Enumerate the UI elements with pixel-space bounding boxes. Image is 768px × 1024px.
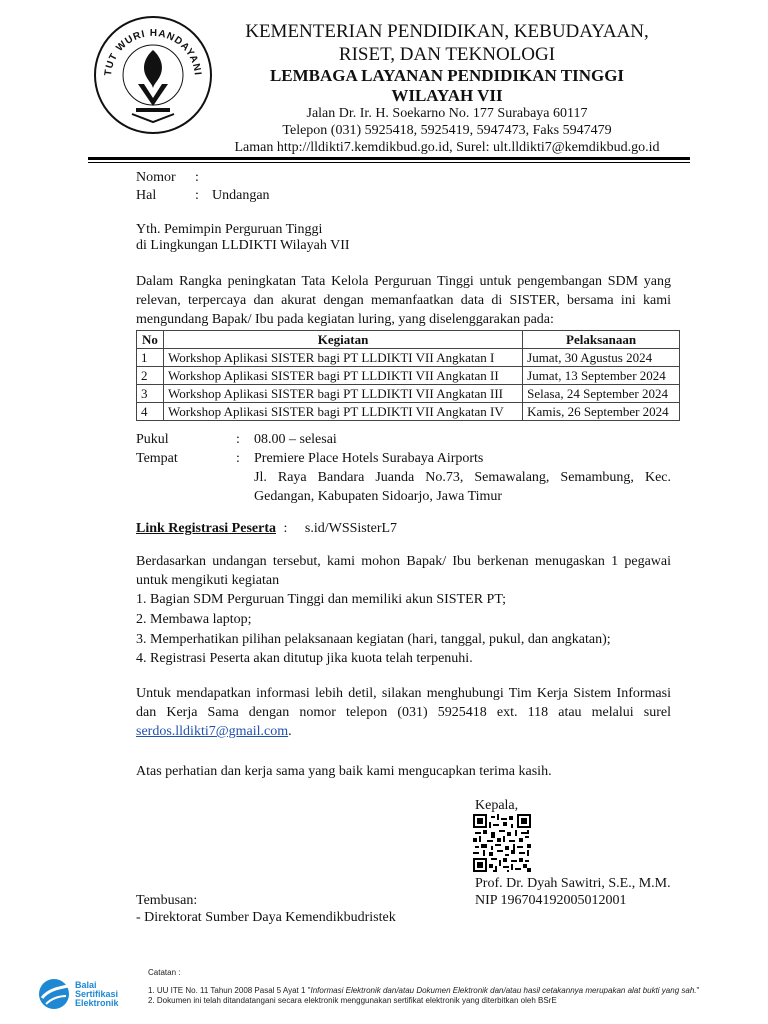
nomor-label: Nomor: [136, 170, 176, 185]
letterhead-divider-thick: [88, 157, 690, 160]
bsre-line1: Balai: [75, 979, 97, 990]
letterhead-divider-thin: [88, 162, 690, 163]
institution-name-line2: WILAYAH VII: [391, 86, 503, 105]
qr-code-signature: [473, 814, 531, 872]
contact-text: Untuk mendapatkan informasi lebih detil, silakan menghubungi Tim Kerja Sistem Informasi dan Kerja Sama dengan nomor telepon (031) 5925418 ext. 118 atau melalui surel: [136, 686, 671, 720]
hal-separator: :: [195, 188, 199, 203]
bsre-line3: Elektronik: [75, 997, 119, 1008]
table-row: [137, 367, 680, 385]
row-kegiatan: Workshop Aplikasi SISTER bagi PT LLDIKTI VII Angkatan I: [164, 349, 523, 367]
request-paragraph: Berdasarkan undangan tersebut, kami mohon Bapak/ Ibu berkenan menugaskan 1 pegawai untuk mengikuti kegiatan: [136, 554, 671, 588]
institution-phone: Telepon (031) 5925418, 5925419, 5947473, Faks 5947479: [282, 123, 612, 138]
row-no: 4: [137, 403, 164, 421]
ministry-name-line1: KEMENTERIAN PENDIDIKAN, KEBUDAYAAN,: [245, 21, 649, 42]
request-item-3: 3. Memperhatikan pilihan pelaksanaan kegiatan (hari, tanggal, pukul, dan angkatan);: [136, 632, 611, 647]
request-item-1: 1. Bagian SDM Perguruan Tinggi dan memiliki akun SISTER PT;: [136, 592, 506, 607]
request-item-2: 2. Membawa laptop;: [136, 612, 252, 627]
intro-paragraph: Dalam Rangka peningkatan Tata Kelola Perguruan Tinggi untuk pengembangan SDM yang relevan, terpercaya dan akurat dengan memanfaatkan data di SISTER, bersama ini kami mengundang Bapak/ Ibu pada kegiatan luring, yang diselenggarakan pada:: [136, 274, 671, 327]
table-row: [137, 403, 680, 421]
note1-italic: Informasi Elektronik dan/atau Dokumen Elektronik dan/atau hasil cetakannya merupakan alat bukti yang sah.: [310, 986, 697, 995]
table-header-row: [137, 331, 680, 349]
catatan-label: Catatan :: [148, 968, 181, 977]
footer-note-2: 2. Dokumen ini telah ditandatangani secara elektronik menggunakan sertifikat elektronik yang diterbitkan oleh BSrE: [148, 996, 557, 1005]
signatory-nip: NIP 196704192005012001: [475, 893, 627, 908]
pukul-separator: :: [236, 432, 240, 447]
registration-separator: :: [283, 521, 288, 536]
institution-address: Jalan Dr. Ir. H. Soekarno No. 177 Surabaya 60117: [306, 106, 588, 121]
bsre-emblem-icon: [36, 976, 72, 1012]
recipient-line2: di Lingkungan LLDIKTI Wilayah VII: [136, 238, 350, 253]
header-kegiatan: Kegiatan: [164, 331, 523, 349]
row-pelaksanaan: Kamis, 26 September 2024: [523, 403, 680, 421]
row-pelaksanaan: Selasa, 24 September 2024: [523, 385, 680, 403]
ministry-name-line2: RISET, DAN TEKNOLOGI: [338, 44, 556, 65]
tembusan-label: Tembusan:: [136, 893, 198, 908]
row-no: 2: [137, 367, 164, 385]
row-no: 3: [137, 385, 164, 403]
note1-prefix: 1. UU ITE No. 11 Tahun 2008 Pasal 5 Ayat 1 ": [148, 986, 311, 995]
tempat-value: Premiere Place Hotels Surabaya Airports: [254, 451, 484, 466]
nomor-separator: :: [195, 170, 199, 185]
registration-row: [136, 519, 397, 538]
note1-suffix: ": [696, 986, 700, 995]
tempat-label: Tempat: [136, 451, 178, 466]
hal-value: Undangan: [212, 188, 270, 203]
header-pelaksanaan: Pelaksanaan: [523, 331, 680, 349]
tempat-separator: :: [236, 451, 240, 466]
request-item-4: 4. Registrasi Peserta akan ditutup jika kuota telah terpenuhi.: [136, 651, 473, 666]
row-pelaksanaan: Jumat, 13 September 2024: [523, 367, 680, 385]
tempat-address-line1: Jl. Raya Bandara Juanda No.73, Semawalang, Semambung, Kec.: [254, 470, 671, 485]
tembusan-item: - Direktorat Sumber Daya Kemendikbudristek: [136, 910, 396, 925]
tut-wuri-handayani-logo: [92, 14, 214, 136]
contact-email-link[interactable]: serdos.lldikti7@gmail.com: [136, 724, 289, 739]
signatory-name: Prof. Dr. Dyah Sawitri, S.E., M.M.: [475, 876, 671, 891]
tempat-address-line2: Gedangan, Kabupaten Sidoarjo, Jawa Timur: [254, 489, 503, 504]
row-kegiatan: Workshop Aplikasi SISTER bagi PT LLDIKTI VII Angkatan IV: [164, 403, 523, 421]
signature-title: Kepala,: [475, 798, 519, 813]
registration-link[interactable]: s.id/WSSisterL7: [304, 521, 398, 536]
footer-note-1: [148, 986, 699, 996]
header-no: No: [137, 331, 164, 349]
hal-label: Hal: [136, 188, 157, 203]
pukul-label: Pukul: [136, 432, 169, 447]
row-kegiatan: Workshop Aplikasi SISTER bagi PT LLDIKTI VII Angkatan III: [164, 385, 523, 403]
logo-motto: TUT WURI HANDAYANI: [102, 27, 203, 77]
footer-notes: [148, 968, 699, 1006]
closing-sentence: Atas perhatian dan kerja sama yang baik kami mengucapkan terima kasih.: [136, 764, 552, 779]
pukul-value: 08.00 – selesai: [254, 432, 337, 447]
table-row: [137, 385, 680, 403]
table-row: [137, 349, 680, 367]
contact-paragraph: [136, 684, 671, 741]
recipient-line1: Yth. Pemimpin Perguruan Tinggi: [136, 222, 323, 237]
row-pelaksanaan: Jumat, 30 Agustus 2024: [523, 349, 680, 367]
row-kegiatan: Workshop Aplikasi SISTER bagi PT LLDIKTI VII Angkatan II: [164, 367, 523, 385]
bsre-logo: [36, 976, 119, 1012]
bsre-line2: Sertifikasi: [75, 988, 119, 999]
institution-web: Laman http://lldikti7.kemdikbud.go.id, Surel: ult.lldikti7@kemdikbud.go.id: [234, 140, 660, 155]
activity-table: [136, 330, 680, 421]
registration-label: Link Registrasi Peserta: [136, 521, 276, 536]
contact-period: .: [288, 724, 292, 739]
row-no: 1: [137, 349, 164, 367]
institution-name-line1: LEMBAGA LAYANAN PENDIDIKAN TINGGI: [269, 66, 625, 85]
